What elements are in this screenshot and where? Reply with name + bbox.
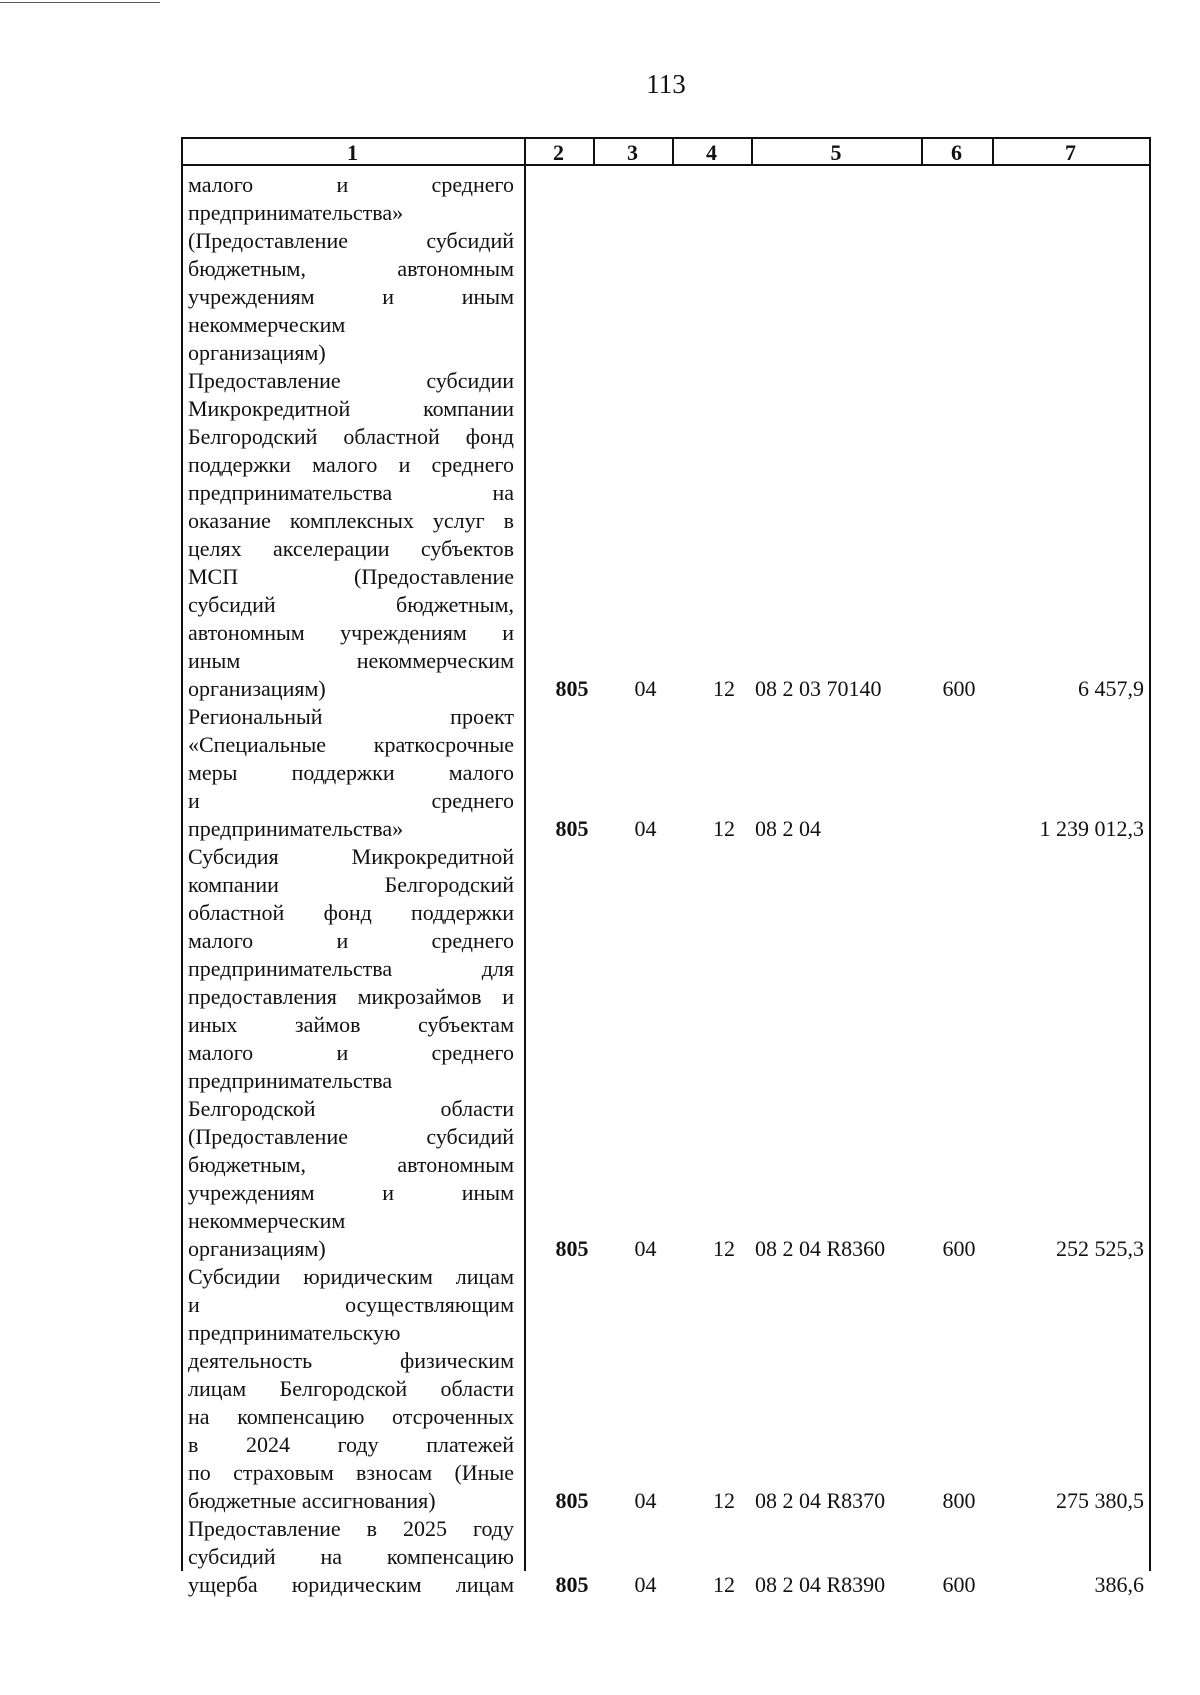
description-line: Предоставление в 2025 году [188, 1516, 514, 1541]
description-line: иных займов субъектам [188, 1012, 514, 1037]
header-col-7: 7 [1065, 140, 1076, 165]
row-target-article-code: 08 2 04 [755, 816, 821, 841]
description-line: субсидий на компенсацию [188, 1544, 514, 1569]
header-col-2: 2 [553, 140, 564, 165]
description-line: предпринимательства» [188, 200, 404, 225]
row-section-code: 04 [634, 676, 657, 701]
description-line: малого и среднего [188, 928, 514, 953]
row-expense-type-code [924, 815, 994, 843]
description-line: ущерба юридическим лицам [188, 1572, 514, 1597]
description-line: Субсидии юридическим лицам [188, 1264, 514, 1289]
row-amount: 6 457,9 [1078, 676, 1144, 701]
row-amount: 252 525,3 [1056, 1236, 1144, 1261]
description-line: «Специальные краткосрочные [188, 732, 514, 757]
header-col-6: 6 [951, 140, 962, 165]
row-target-article-code: 08 2 03 70140 [755, 676, 882, 701]
row-section-code: 04 [634, 1236, 657, 1261]
description-line: организациям) [188, 340, 326, 365]
budget-table [181, 137, 1150, 1597]
row-section-code: 04 [634, 1572, 657, 1597]
row-expense-type-code: 600 [942, 1236, 976, 1261]
row-subsection-code: 12 [713, 1236, 735, 1261]
description-line: предпринимательства для [188, 956, 514, 981]
description-line: Региональный проект [188, 704, 514, 729]
description-line: предпринимательства на [188, 480, 514, 505]
table-right-border [1149, 137, 1151, 1571]
row-expense-type-code: 600 [942, 676, 976, 701]
row-target-article-code: 08 2 04 R8360 [755, 1236, 886, 1261]
header-col-3: 3 [627, 140, 638, 165]
corner-rule [0, 2, 160, 3]
row-expense-type-code: 800 [942, 1488, 976, 1513]
description-line: Белгородской области [188, 1096, 514, 1121]
row-subsection-code: 12 [713, 1488, 735, 1513]
description-line: Предоставление субсидии [188, 368, 514, 393]
description-line: предпринимательскую [188, 1320, 401, 1345]
row-admin-code: 805 [555, 676, 589, 701]
description-line: некоммерческим [188, 1208, 346, 1233]
description-line: малого и среднего [188, 172, 514, 197]
description-line: в 2024 году платежей [188, 1432, 514, 1457]
description-line: некоммерческим [188, 312, 346, 337]
description-line: организациям) [188, 1236, 326, 1261]
description-column [188, 171, 514, 1599]
header-col-4: 4 [706, 140, 717, 165]
description-line: деятельность физическим [188, 1348, 514, 1373]
description-line: Субсидия Микрокредитной [188, 844, 514, 869]
description-line: предпринимательства» [188, 816, 404, 841]
row-amount: 1 239 012,3 [1039, 816, 1144, 841]
description-line: поддержки малого и среднего [188, 452, 514, 477]
description-line: целях акселерации субъектов [188, 536, 514, 561]
description-line: организациям) [188, 676, 326, 701]
row-admin-code: 805 [555, 1488, 589, 1513]
description-line: бюджетные ассигнования) [188, 1488, 436, 1513]
description-line: по страховым взносам (Иные [188, 1460, 514, 1485]
description-line: компании Белгородский [188, 872, 514, 897]
table-left-border [181, 137, 183, 1571]
description-line: иным некоммерческим [188, 648, 514, 673]
row-expense-type-code: 600 [942, 1572, 976, 1597]
row-subsection-code: 12 [713, 1572, 735, 1597]
header-col-1: 1 [347, 140, 358, 165]
description-line: предоставления микрозаймов и [188, 984, 514, 1009]
description-line: малого и среднего [188, 1040, 514, 1065]
description-line: (Предоставление субсидий [188, 1124, 514, 1149]
description-line: областной фонд поддержки [188, 900, 514, 925]
description-line: лицам Белгородской области [188, 1376, 514, 1401]
description-line: на компенсацию отсроченных [188, 1404, 514, 1429]
description-line: учреждениям и иным [188, 1180, 514, 1205]
description-line: и среднего [188, 788, 514, 813]
description-line: учреждениям и иным [188, 284, 514, 309]
description-line: Микрокредитной компании [188, 396, 514, 421]
description-line: субсидий бюджетным, [188, 592, 514, 617]
row-admin-code: 805 [555, 1572, 589, 1597]
description-line: автономным учреждениям и [188, 620, 514, 645]
row-admin-code: 805 [555, 816, 589, 841]
description-line: меры поддержки малого [188, 760, 514, 785]
description-line: (Предоставление субсидий [188, 228, 514, 253]
description-line: и осуществляющим [188, 1292, 514, 1317]
row-amount: 275 380,5 [1056, 1488, 1144, 1513]
row-subsection-code: 12 [713, 816, 735, 841]
description-line: бюджетным, автономным [188, 256, 514, 281]
description-line: Белгородский областной фонд [188, 424, 514, 449]
page-number: 113 [646, 69, 686, 99]
row-section-code: 04 [634, 816, 657, 841]
row-target-article-code: 08 2 04 R8370 [755, 1488, 886, 1513]
row-target-article-code: 08 2 04 R8390 [755, 1572, 886, 1597]
row-admin-code: 805 [555, 1236, 589, 1261]
row-subsection-code: 12 [713, 676, 735, 701]
description-line: предпринимательства [188, 1068, 393, 1093]
header-col-5: 5 [830, 140, 842, 165]
column-divider-1 [524, 137, 526, 1571]
description-line: оказание комплексных услуг в [188, 508, 514, 533]
row-section-code: 04 [634, 1488, 657, 1513]
description-line: бюджетным, автономным [188, 1152, 514, 1177]
row-amount: 386,6 [1094, 1572, 1144, 1597]
description-line: МСП (Предоставление [188, 564, 514, 589]
